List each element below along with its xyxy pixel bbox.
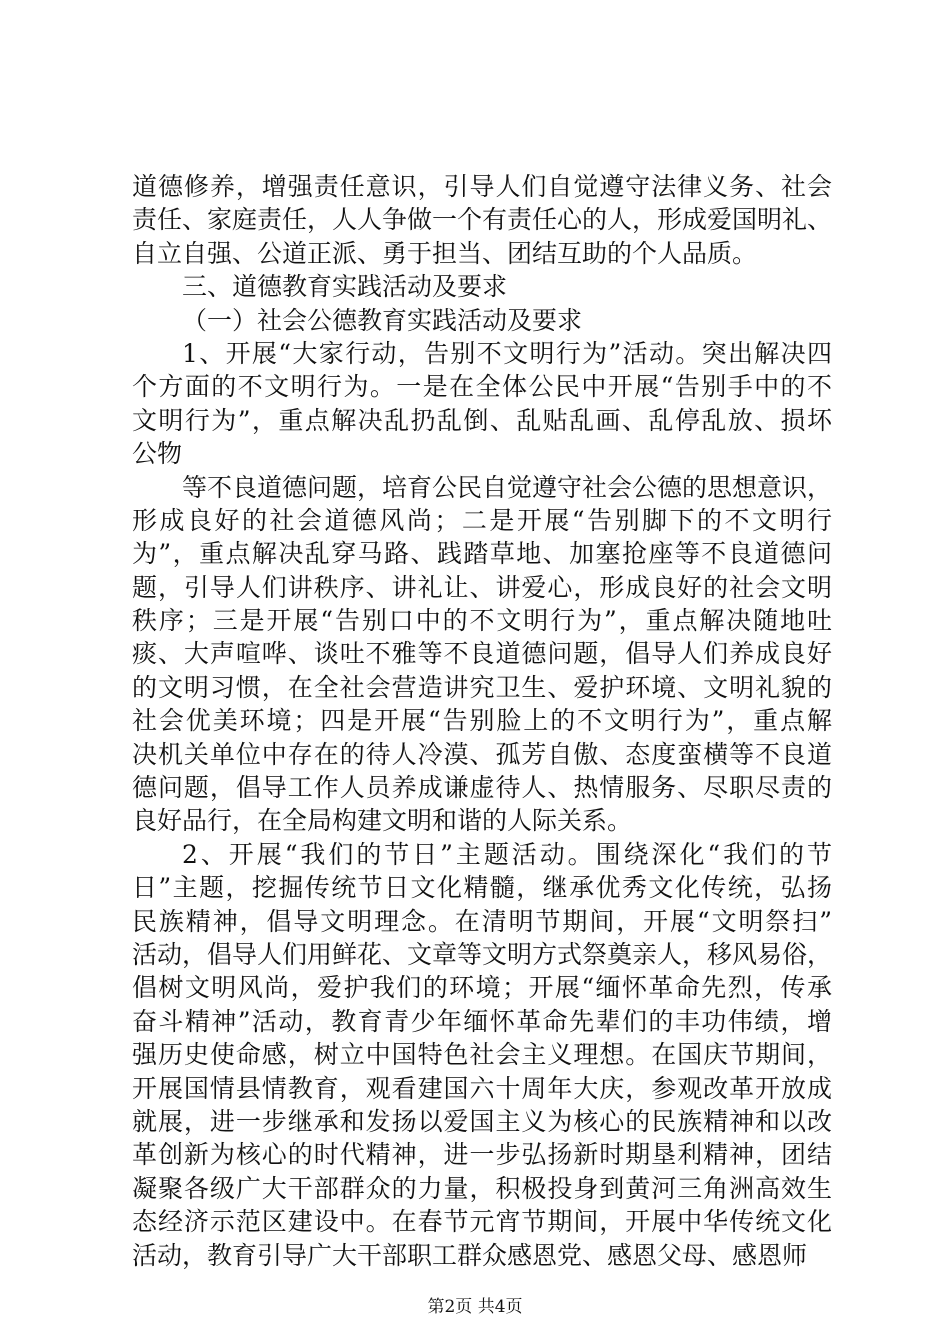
- paragraph: [132, 170, 832, 270]
- text-line: 活动，教育引导广大干部职工群众感恩党、感恩父母、感恩师: [132, 1240, 808, 1270]
- paragraph: [132, 304, 832, 337]
- document-body: [132, 170, 832, 1272]
- text-line: 态经济示范区建设中。在春节元宵节期间，开展中华传统文化: [132, 1207, 832, 1237]
- text-line: 形成良好的社会道德风尚；二是开展“告别脚下的不文明行: [132, 505, 832, 535]
- text-line: 自立自强、公道正派、勇于担当、团结互助的个人品质。: [132, 238, 758, 268]
- text-line: 三、道德教育实践活动及要求: [182, 272, 508, 302]
- text-line: 良好品行，在全局构建文明和谐的人际关系。: [132, 806, 633, 836]
- text-line: 日”主题，挖掘传统节日文化精髓，继承优秀文化传统，弘扬: [132, 873, 832, 903]
- text-line: 倡树文明风尚，爱护我们的环境；开展“缅怀革命先烈，传承: [132, 973, 832, 1003]
- text-line: 革创新为核心的时代精神，进一步弘扬新时期垦利精神，团结: [132, 1140, 832, 1170]
- text-line: 的文明习惯，在全社会营造讲究卫生、爱护环境、文明礼貌的: [132, 672, 832, 702]
- text-line: 就展，进一步继承和发扬以爱国主义为核心的民族精神和以改: [132, 1106, 832, 1136]
- text-line: 德问题，倡导工作人员养成谦虚待人、热情服务、尽职尽责的: [132, 773, 832, 803]
- page-footer: 第2页 共4页: [427, 1297, 523, 1317]
- text-line: 公物: [132, 439, 183, 469]
- text-line: 责任、家庭责任，人人争做一个有责任心的人，形成爱国明礼、: [132, 205, 833, 235]
- text-line: 题，引导人们讲秩序、讲礼让、讲爱心，形成良好的社会文明: [132, 572, 832, 602]
- text-line: 奋斗精神”活动，教育青少年缅怀革命先辈们的丰功伟绩，增: [132, 1006, 832, 1036]
- text-line: 决机关单位中存在的待人冷漠、孤芳自傲、态度蛮横等不良道: [132, 739, 832, 769]
- paragraph: [132, 337, 832, 471]
- paragraph: [132, 838, 832, 1272]
- text-line: 秩序；三是开展“告别口中的不文明行为”，重点解决随地吐: [132, 606, 832, 636]
- paragraph: [132, 471, 832, 838]
- text-line: 个方面的不文明行为。一是在全体公民中开展“告别手中的不: [132, 372, 832, 402]
- text-line: 社会优美环境；四是开展“告别脸上的不文明行为”，重点解: [132, 706, 832, 736]
- text-line: 开展国情县情教育，观看建国六十周年大庆，参观改革开放成: [132, 1073, 832, 1103]
- text-line: 等不良道德问题，培育公民自觉遵守社会公德的思想意识，: [182, 472, 833, 502]
- paragraph: [132, 270, 832, 303]
- text-line: 活动，倡导人们用鲜花、文章等文明方式祭奠亲人，移风易俗，: [132, 939, 833, 969]
- text-line: 2、开展“我们的节日”主题活动。围绕深化“我们的节: [182, 839, 832, 869]
- text-line: 强历史使命感，树立中国特色社会主义理想。在国庆节期间，: [132, 1040, 832, 1070]
- text-line: 凝聚各级广大干部群众的力量，积极投身到黄河三角洲高效生: [132, 1173, 832, 1203]
- text-line: 痰、大声喧哗、谈吐不雅等不良道德问题，倡导人们养成良好: [132, 639, 832, 669]
- text-line: 道德修养，增强责任意识，引导人们自觉遵守法律义务、社会: [132, 172, 832, 201]
- text-line: 1、开展“大家行动，告别不文明行为”活动。突出解决四: [182, 338, 832, 368]
- text-line: （一）社会公德教育实践活动及要求: [182, 305, 583, 335]
- text-line: 为”，重点解决乱穿马路、践踏草地、加塞抢座等不良道德问: [132, 539, 832, 569]
- text-line: 民族精神，倡导文明理念。在清明节期间，开展“文明祭扫”: [132, 906, 832, 936]
- text-line: 文明行为”，重点解决乱扔乱倒、乱贴乱画、乱停乱放、损坏: [132, 405, 832, 435]
